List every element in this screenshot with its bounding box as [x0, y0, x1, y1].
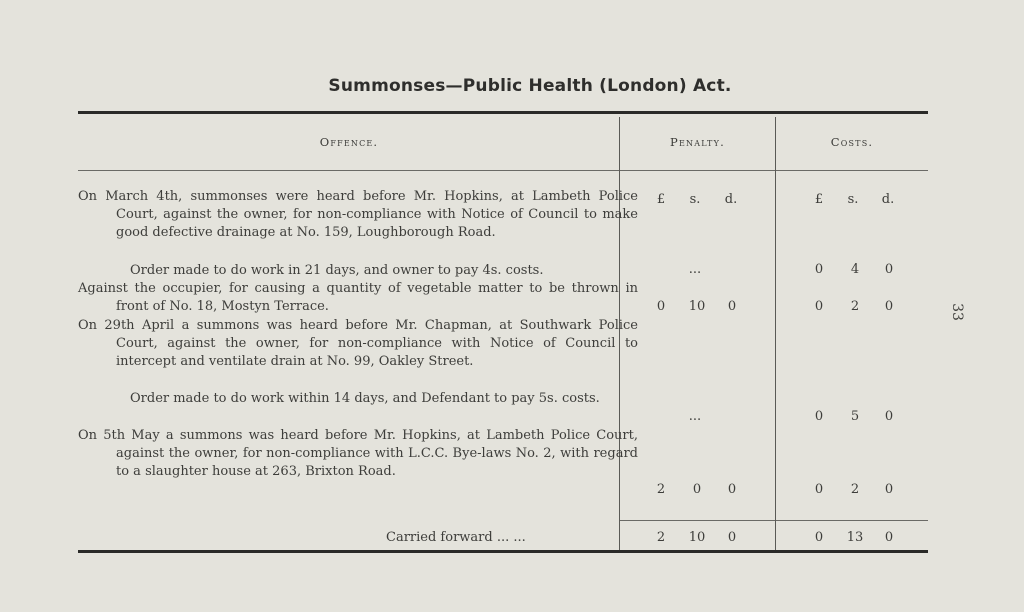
- column-divider-penalty: [775, 117, 776, 550]
- penalty-unit-pounds: £: [656, 192, 666, 207]
- offence-entry-1: On March 4th, summonses were heard before Mr. Hopkins, at Lambeth Police Court, against the owner, for non-compliance with Notice of Council to make good defective drainage at No. 159, Loughborough Road.: [78, 189, 638, 240]
- penalty-entry-2-pence: 0: [727, 299, 737, 314]
- offence-entry-4: On 5th May a summons was heard before Mr. Hopkins, at Lambeth Police Court, against the owner, for non-compliance with L.C.C. Bye-laws No. 2, with regard to a slaughter house at 263, Brixton Road.: [78, 428, 638, 479]
- costs-entry-4-shillings: 2: [850, 482, 860, 497]
- costs-entry-3-shillings: 5: [850, 409, 860, 424]
- carried-forward-penalty-pence: 0: [727, 530, 737, 545]
- costs-entry-1-pence: 0: [884, 262, 894, 277]
- penalty-entry-3-nil: ...: [688, 409, 702, 424]
- header-bottom-rule: [78, 170, 928, 171]
- header-costs: Costs.: [830, 135, 874, 149]
- costs-entry-3-pounds: 0: [814, 409, 824, 424]
- carried-forward-costs-pence: 0: [884, 530, 894, 545]
- costs-entry-3-pence: 0: [884, 409, 894, 424]
- costs-unit-pence: d.: [881, 192, 895, 207]
- costs-entry-1-pounds: 0: [814, 262, 824, 277]
- carried-forward-penalty-pounds: 2: [656, 530, 666, 545]
- table-bottom-rule: [78, 550, 928, 553]
- carried-forward-label: Carried forward ... ...: [386, 530, 526, 545]
- penalty-entry-1-nil: ...: [688, 262, 702, 277]
- subtotal-rule: [620, 520, 928, 521]
- costs-entry-2-shillings: 2: [850, 299, 860, 314]
- penalty-unit-shillings: s.: [689, 192, 701, 207]
- table-top-rule: [78, 111, 928, 114]
- carried-forward-penalty-shillings: 10: [688, 530, 706, 545]
- carried-forward-costs-shillings: 13: [846, 530, 864, 545]
- costs-entry-2-pence: 0: [884, 299, 894, 314]
- costs-unit-pounds: £: [814, 192, 824, 207]
- costs-unit-shillings: s.: [847, 192, 859, 207]
- penalty-entry-4-shillings: 0: [692, 482, 702, 497]
- costs-entry-4-pence: 0: [884, 482, 894, 497]
- penalty-entry-4-pounds: 2: [656, 482, 666, 497]
- costs-entry-4-pounds: 0: [814, 482, 824, 497]
- penalty-entry-2-shillings: 10: [688, 299, 706, 314]
- header-offence: Offence.: [319, 135, 379, 149]
- costs-entry-2-pounds: 0: [814, 299, 824, 314]
- header-penalty: Penalty.: [670, 135, 725, 149]
- penalty-unit-pence: d.: [724, 192, 738, 207]
- offence-entry-2: Against the occupier, for causing a quantity of vegetable matter to be thrown in front of No. 18, Mostyn Terrace.: [78, 281, 638, 314]
- offence-entry-3: On 29th April a summons was heard before Mr. Chapman, at Southwark Police Court, against the owner, for non-compliance with Notice of Council to intercept and ventilate drain at No. 99, Oakley Street.: [78, 318, 638, 369]
- offence-entry-3-order: Order made to do work within 14 days, and Defendant to pay 5s. costs.: [130, 391, 600, 406]
- penalty-entry-2-pounds: 0: [656, 299, 666, 314]
- page-title: Summonses—Public Health (London) Act.: [328, 76, 732, 96]
- page-number: 33: [948, 303, 965, 321]
- penalty-entry-4-pence: 0: [727, 482, 737, 497]
- carried-forward-costs-pounds: 0: [814, 530, 824, 545]
- costs-entry-1-shillings: 4: [850, 262, 860, 277]
- offence-entry-1-order: Order made to do work in 21 days, and owner to pay 4s. costs.: [130, 263, 544, 278]
